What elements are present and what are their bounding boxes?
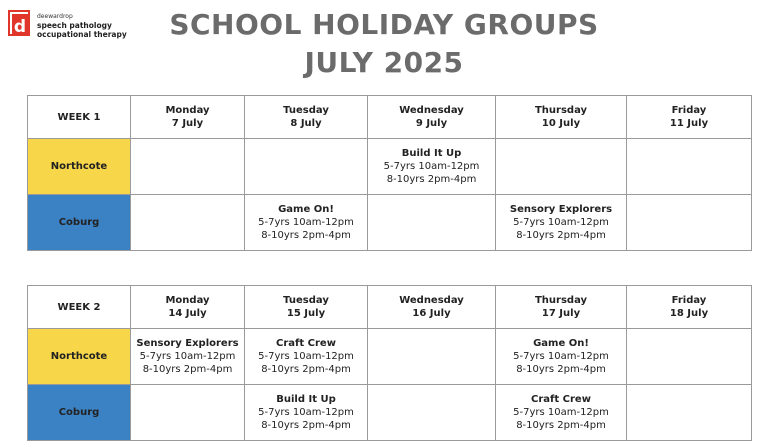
empty-cell bbox=[627, 329, 752, 385]
page-subtitle: JULY 2025 bbox=[304, 46, 464, 79]
event-name: Craft Crew bbox=[276, 338, 336, 349]
event-session-2: 8-10yrs 2pm-4pm bbox=[261, 420, 351, 431]
day-header bbox=[131, 286, 245, 329]
event-session-2: 8-10yrs 2pm-4pm bbox=[142, 364, 233, 375]
day-name: Friday bbox=[671, 295, 707, 306]
location-row bbox=[28, 329, 752, 385]
event-name: Build It Up bbox=[401, 148, 462, 159]
empty-cell bbox=[627, 139, 752, 195]
day-date: 11 July bbox=[669, 118, 709, 129]
event-session-1: 5-7yrs 10am-12pm bbox=[513, 351, 609, 362]
day-header bbox=[368, 96, 496, 139]
empty-cell bbox=[131, 385, 245, 441]
day-header bbox=[496, 96, 627, 139]
empty-cell bbox=[496, 139, 627, 195]
empty-cell bbox=[627, 195, 752, 251]
day-date: 16 July bbox=[412, 308, 451, 319]
page-title: SCHOOL HOLIDAY GROUPS bbox=[169, 8, 599, 41]
day-date: 9 July bbox=[415, 118, 448, 129]
location-label: Northcote bbox=[28, 329, 131, 385]
day-header bbox=[627, 96, 752, 139]
day-date: 10 July bbox=[541, 118, 581, 129]
day-name: Friday bbox=[671, 105, 707, 116]
event-cell bbox=[496, 195, 627, 251]
event-session-2: 8-10yrs 2pm-4pm bbox=[516, 364, 606, 375]
week-header-row bbox=[28, 96, 752, 139]
event-session-1: 5-7yrs 10am-12pm bbox=[258, 407, 354, 418]
day-name: Thursday bbox=[534, 105, 588, 116]
day-name: Wednesday bbox=[399, 105, 464, 116]
empty-cell bbox=[368, 329, 496, 385]
week-1-table bbox=[27, 95, 752, 251]
location-label: Northcote bbox=[28, 139, 131, 195]
day-header bbox=[245, 96, 368, 139]
logo-line-2: speech pathology bbox=[37, 20, 112, 30]
event-cell bbox=[368, 139, 496, 195]
day-name: Tuesday bbox=[283, 295, 329, 306]
event-session-1: 5-7yrs 10am-12pm bbox=[513, 407, 609, 418]
day-date: 17 July bbox=[541, 308, 581, 319]
event-session-2: 8-10yrs 2pm-4pm bbox=[516, 230, 606, 241]
event-cell bbox=[496, 329, 627, 385]
svg-text:d: d bbox=[13, 17, 27, 37]
day-name: Tuesday bbox=[283, 105, 329, 116]
day-header bbox=[496, 286, 627, 329]
day-name: Wednesday bbox=[399, 295, 464, 306]
event-cell bbox=[245, 195, 368, 251]
day-date: 8 July bbox=[290, 118, 322, 129]
event-session-1: 5-7yrs 10am-12pm bbox=[258, 217, 354, 228]
event-session-1: 5-7yrs 10am-12pm bbox=[139, 351, 236, 362]
event-cell bbox=[496, 385, 627, 441]
event-cell bbox=[245, 385, 368, 441]
event-session-2: 8-10yrs 2pm-4pm bbox=[261, 230, 351, 241]
event-session-2: 8-10yrs 2pm-4pm bbox=[386, 174, 477, 185]
event-name: Build It Up bbox=[276, 394, 336, 405]
empty-cell bbox=[131, 139, 245, 195]
logo-line-1: deewardrop bbox=[37, 12, 73, 20]
week-2-table bbox=[27, 285, 752, 441]
day-header bbox=[131, 96, 245, 139]
logo-line-3: occupational therapy bbox=[37, 29, 127, 39]
event-session-1: 5-7yrs 10am-12pm bbox=[258, 351, 354, 362]
week-label: WEEK 1 bbox=[28, 96, 131, 139]
day-header bbox=[368, 286, 496, 329]
empty-cell bbox=[368, 385, 496, 441]
location-label: Coburg bbox=[28, 385, 131, 441]
location-row bbox=[28, 195, 752, 251]
location-label: Coburg bbox=[28, 195, 131, 251]
event-name: Game On! bbox=[278, 204, 334, 215]
day-header bbox=[627, 286, 752, 329]
event-name: Sensory Explorers bbox=[136, 338, 239, 349]
location-row bbox=[28, 139, 752, 195]
day-name: Monday bbox=[165, 295, 210, 306]
event-name: Game On! bbox=[533, 338, 589, 349]
day-name: Thursday bbox=[534, 295, 588, 306]
day-date: 15 July bbox=[286, 308, 326, 319]
day-date: 7 July bbox=[171, 118, 204, 129]
event-session-2: 8-10yrs 2pm-4pm bbox=[261, 364, 351, 375]
day-date: 18 July bbox=[669, 308, 709, 319]
day-header bbox=[245, 286, 368, 329]
event-session-2: 8-10yrs 2pm-4pm bbox=[516, 420, 606, 431]
empty-cell bbox=[368, 195, 496, 251]
event-name: Craft Crew bbox=[531, 394, 591, 405]
empty-cell bbox=[627, 385, 752, 441]
event-session-1: 5-7yrs 10am-12pm bbox=[513, 217, 609, 228]
event-name: Sensory Explorers bbox=[509, 204, 613, 215]
location-row bbox=[28, 385, 752, 441]
empty-cell bbox=[131, 195, 245, 251]
week-header-row bbox=[28, 286, 752, 329]
empty-cell bbox=[245, 139, 368, 195]
event-cell bbox=[245, 329, 368, 385]
event-cell bbox=[131, 329, 245, 385]
event-session-1: 5-7yrs 10am-12pm bbox=[383, 161, 480, 172]
week-label: WEEK 2 bbox=[28, 286, 131, 329]
day-date: 14 July bbox=[168, 308, 207, 319]
day-name: Monday bbox=[165, 105, 210, 116]
